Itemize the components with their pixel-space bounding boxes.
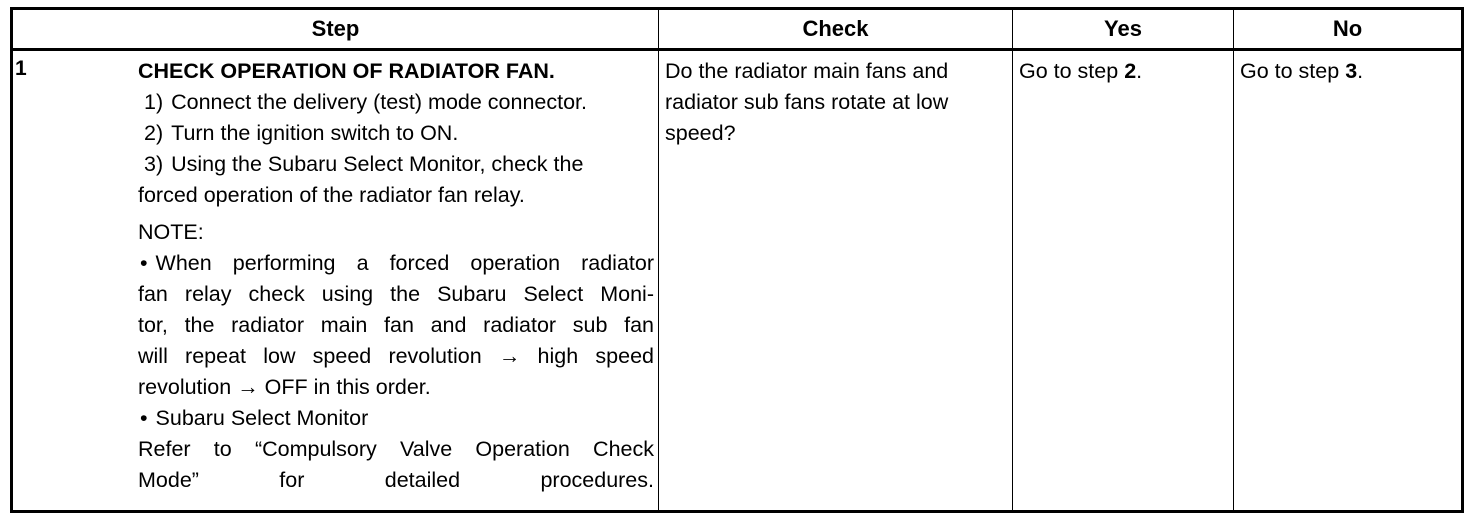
yes-prefix: Go to step [1019,59,1119,83]
step-item-3 [138,149,654,180]
header-check: Check [659,9,1013,50]
yes-suffix: . [1136,59,1143,83]
yes-cell [1013,50,1234,512]
note-bullet-1-line-3: tor, the radiator main fan and radiator sub fan [138,313,654,337]
table-header-row [12,9,1463,50]
check-cell [659,50,1013,512]
step-title: CHECK OPERATION OF RADIATOR FAN. [138,59,555,83]
step-item-3-cont: forced operation of the radiator fan relay. [138,183,525,207]
header-step: Step [12,9,659,50]
note-bullet-2: • Subaru Select Monitor [140,406,369,430]
step-item-2 [138,118,654,149]
step-item-label: 1) [143,90,164,114]
step-item-label: 2) [143,121,164,145]
no-cell [1234,50,1463,512]
no-step-number: 3 [1345,59,1358,83]
note-bullet-1-line-5: revolution → OFF in this order. [138,375,431,399]
note-bullet-1-line-2: fan relay check using the Subaru Select Moni- [138,282,654,306]
check-line-1: Do the radiator main fans and [665,59,949,83]
step-item-text: Connect the delivery (test) mode connector. [171,90,587,114]
table-row [12,50,1463,512]
bullet-icon: • [140,251,148,275]
note-bullet-1-line-4: will repeat low speed revolution → high speed [138,344,654,368]
bullet-icon: • [140,406,148,430]
header-yes: Yes [1013,9,1234,50]
diagnostic-table [10,7,1464,513]
step-cell [12,50,659,512]
note-bullet-1-line-1: • When performing a forced operation radiator [140,251,654,275]
step-item-1 [138,87,654,118]
no-suffix: . [1357,59,1364,83]
step-number: 1 [15,57,27,80]
refer-line-1: Refer to “Compulsory Valve Operation Check [138,437,654,461]
no-prefix: Go to step [1240,59,1340,83]
yes-step-number: 2 [1124,59,1137,83]
step-body [138,51,654,496]
step-item-text: Using the Subaru Select Monitor, check the [171,152,584,176]
check-line-3: speed? [665,121,736,145]
step-item-label: 3) [143,152,164,176]
note-heading: NOTE: [138,220,204,244]
step-item-text: Turn the ignition switch to ON. [171,121,459,145]
header-no: No [1234,9,1463,50]
check-line-2: radiator sub fans rotate at low [665,90,949,114]
refer-line-2: Mode” for detailed procedures. [138,468,654,492]
